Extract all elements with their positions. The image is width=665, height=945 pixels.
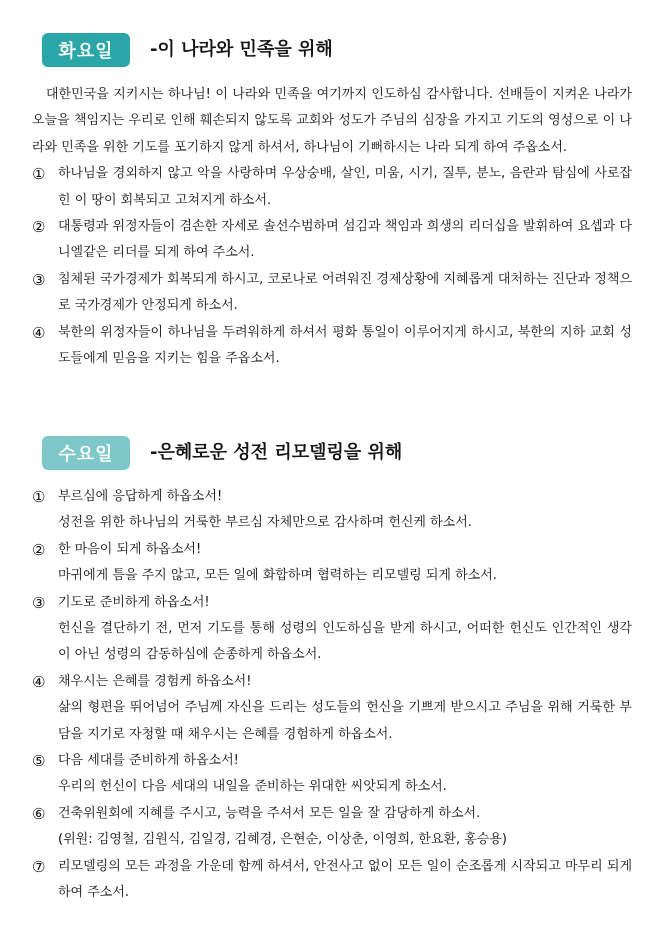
item-number: ① — [32, 165, 46, 184]
item-heading: 한 마음이 되게 하옵소서! — [58, 541, 202, 557]
item-text: 성전을 위한 하나님의 거룩한 부르심 자체만으로 감사하며 헌신케 하소서. — [58, 515, 472, 531]
list-item — [32, 748, 632, 801]
item-text: 대통령과 위정자들이 겸손한 자세로 솔선수범하며 섬김과 책임과 희생의 리더십을 발휘하여 요셉과 다니엘같은 리더를 되게 하여 주소서. — [58, 219, 632, 261]
list-item — [32, 537, 632, 590]
item-text: 건축위원회에 지혜를 주시고, 능력을 주셔서 모든 일을 잘 감당하게 하소서. — [58, 805, 481, 821]
item-text: 마귀에게 틈을 주지 않고, 모든 일에 화합하며 협력하는 리모델링 되게 하소서. — [58, 568, 497, 584]
item-number: ③ — [32, 270, 46, 289]
committee-members: (위원: 김영철, 김원식, 김일경, 김혜경, 은현순, 이상춘, 이영희, 한요환, 홍승용) — [58, 832, 507, 848]
wednesday-body — [32, 484, 632, 907]
tuesday-intro: 대한민국을 지키시는 하나님! 이 나라와 민족을 여기까지 인도하심 감사합니다. 선배들이 지켜온 나라가 오늘을 책임지는 우리로 인해 훼손되지 않도록 교회와 성도가 주님의 심장을 가지고 기도의 영성으로 이 나라와 민족을 위한 기도를 포기하지 않게 하셔서, 하나님이 기뻐하시는 나라 되게 하여 주옵소서. — [32, 87, 632, 155]
tuesday-badge: 화요일 — [42, 33, 130, 67]
item-heading: 기도로 준비하게 하옵소서! — [58, 594, 210, 610]
item-number: ④ — [32, 672, 46, 691]
item-text: 북한의 위정자들이 하나님을 두려워하게 하셔서 평화 통일이 이루어지게 하시고, 북한의 지하 교회 성도들에게 믿음을 지키는 힘을 주옵소서. — [58, 324, 632, 367]
tuesday-body — [32, 82, 632, 372]
item-number: ② — [32, 540, 46, 559]
list-item — [32, 320, 632, 373]
list-item — [32, 590, 632, 669]
list-item — [32, 161, 632, 214]
item-text: 헌신을 결단하기 전, 먼저 기도를 통해 성령의 인도하심을 받게 하시고, 어떠한 헌신도 인간적인 생각이 아닌 성령의 감동하심에 순종하게 하옵소서. — [58, 621, 632, 663]
list-item — [32, 669, 632, 748]
item-number: ④ — [32, 323, 46, 342]
item-number: ⑤ — [32, 752, 46, 771]
item-heading: 다음 세대를 준비하게 하옵소서! — [58, 753, 239, 769]
list-item — [32, 854, 632, 907]
item-text: 침체된 국가경제가 회복되게 하시고, 코로나로 어려워진 경제상황에 지혜롭게 대처하는 진단과 정책으로 국가경제가 안정되게 하소서. — [58, 271, 632, 314]
list-item — [32, 214, 632, 267]
item-number: ⑥ — [32, 804, 46, 823]
item-text: 삶의 형편을 뛰어넘어 주님께 자신을 드리는 성도들의 헌신을 기쁘게 받으시고 주님을 위해 거룩한 부담을 지기로 자청할 때 채우시는 은혜를 경험하게 하옵소서. — [58, 700, 632, 742]
item-number: ⑦ — [32, 857, 46, 876]
item-number: ① — [32, 488, 46, 506]
wednesday-badge: 수요일 — [42, 436, 130, 470]
item-text: 하나님을 경외하지 않고 악을 사랑하며 우상숭배, 살인, 미움, 시기, 질투, 분노, 음란과 탐심에 사로잡힌 이 땅이 회복되고 고쳐지게 하소서. — [58, 166, 632, 208]
tuesday-title: -이 나라와 민족을 위해 — [150, 39, 333, 60]
list-item — [32, 484, 632, 537]
list-item — [32, 267, 632, 320]
item-number: ② — [32, 218, 46, 237]
item-text: 우리의 헌신이 다음 세대의 내일을 준비하는 위대한 씨앗되게 하소서. — [58, 779, 447, 795]
list-item — [32, 801, 632, 854]
item-text: 리모델링의 모든 과정을 가운데 함께 하셔서, 안전사고 없이 모든 일이 순조롭게 시작되고 마무리 되게 하여 주소서. — [58, 858, 632, 901]
item-number: ③ — [32, 593, 46, 612]
wednesday-title: -은혜로운 성전 리모델링을 위해 — [150, 442, 403, 463]
item-heading: 부르심에 응답하게 하옵소서! — [58, 489, 223, 504]
item-heading: 채우시는 은혜를 경험케 하옵소서! — [58, 673, 252, 689]
